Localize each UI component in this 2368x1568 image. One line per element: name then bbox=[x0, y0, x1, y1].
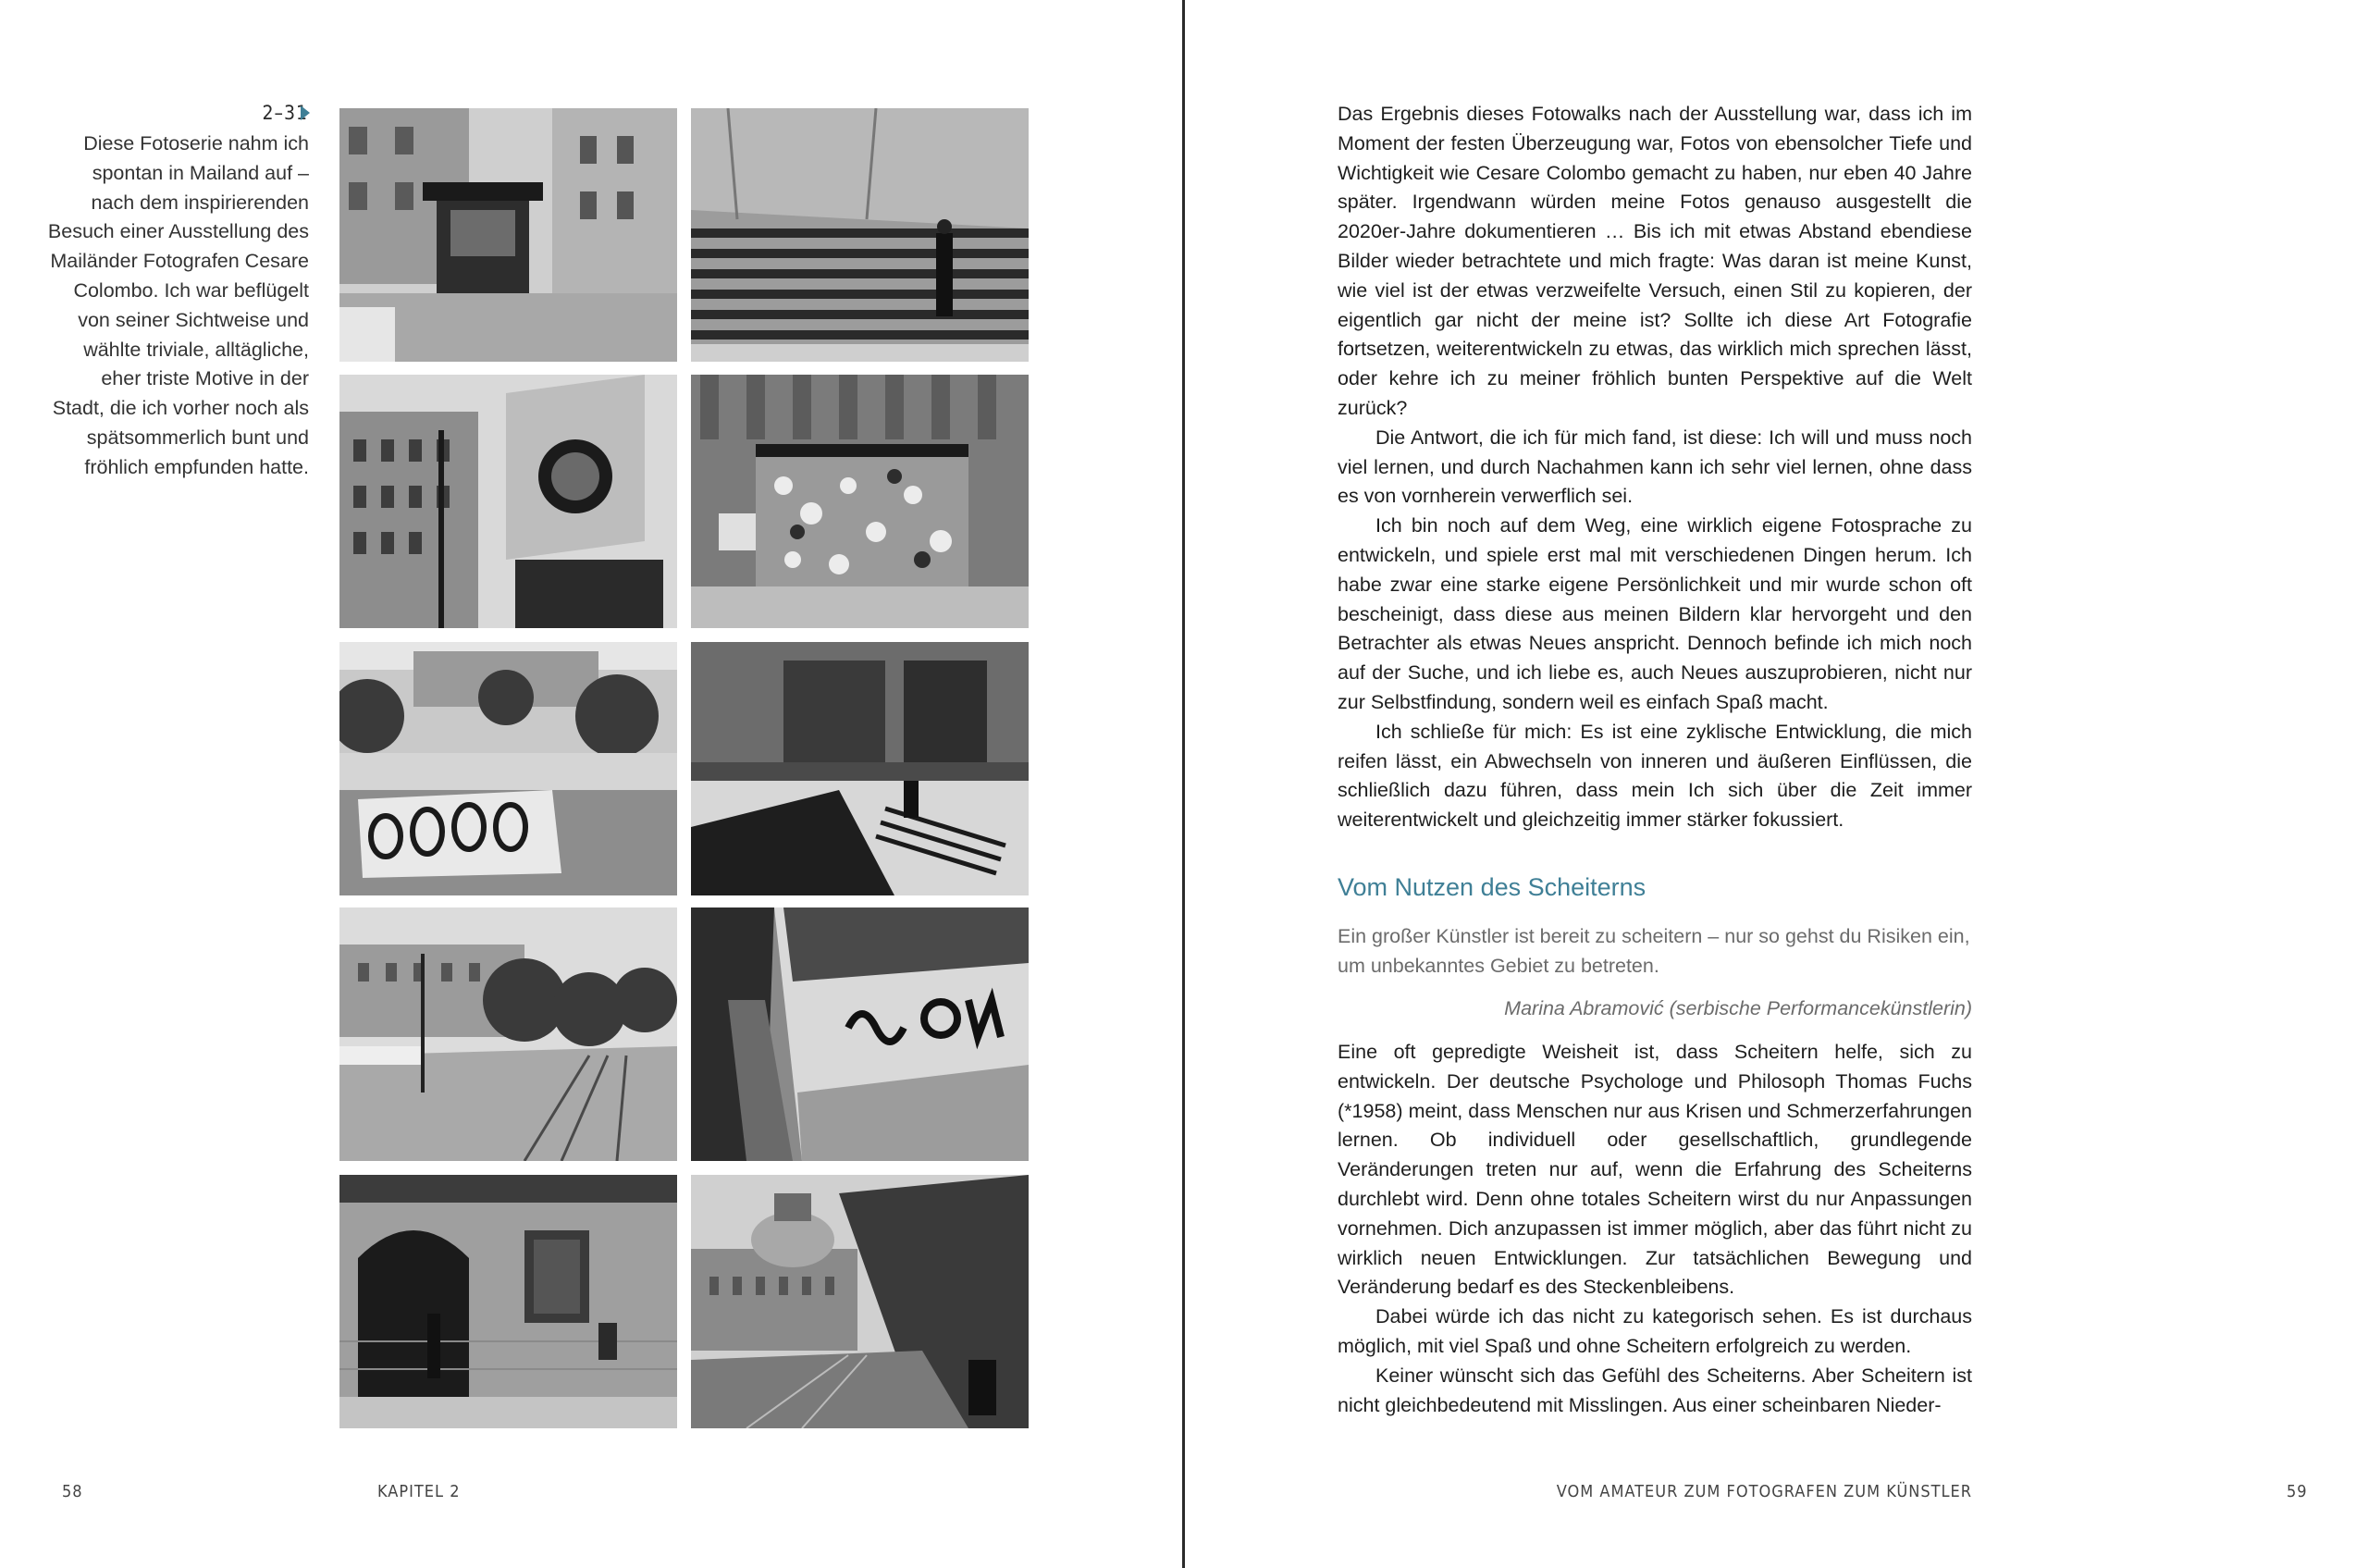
graffiti-wall-photo bbox=[691, 907, 1029, 1161]
paragraph: Eine oft gepredigte Weisheit ist, dass Scheitern helfe, sich zu entwickeln. Der deutsche Psychologe und Philosoph Thomas Fuchs (*1958) meint, dass Menschen nur aus Krisen und Schmerzerfahrungen lernen. Ob individuell oder gesellschaftlich, grundlegende Veränderungen treten nur auf, wenn die Erfahrung des Scheiterns durchlebt wird. Denn ohne totales Scheitern wirst du nur Anpassungen vornehmen. Dich anzupassen ist immer möglich, aber das führt nicht zu wirklich neuen Entwicklungen. Zur tatsächlichen Bewegung und Veränderung bedarf es des Steckenbleibens. bbox=[1338, 1041, 1972, 1299]
running-head-left: KAPITEL 2 bbox=[377, 1482, 461, 1501]
tram-stop-photo bbox=[691, 1175, 1029, 1428]
kiosk-photo bbox=[339, 108, 677, 362]
striped-fence-photo bbox=[691, 108, 1029, 362]
paragraph: Keiner wünscht sich das Gefühl des Scheiterns. Aber Scheitern ist nicht gleichbedeutend mit Misslingen. Aus einer scheinbaren Nieder- bbox=[1338, 1364, 1972, 1416]
street-barrier-photo bbox=[339, 642, 677, 895]
paragraph: Ich bin noch auf dem Weg, eine wirklich eigene Fotosprache zu entwickeln, und spiele erst mal mit verschiedenen Dingen herum. Ich habe zwar eine starke eigene Persönlichkeit und mir wurde schon oft bescheinigt, dass diese aus meinen Bildern klar hervorgeht und den Betrachter als etwas Neues anspricht. Dennoch befinde ich mich noch auf der Suche, und ich liebe es, auch Neues auszuprobieren, nicht nur zur Selbstfindung, sondern weil es einfach Spaß macht. bbox=[1338, 514, 1972, 713]
tram-street-photo bbox=[339, 907, 677, 1161]
section-heading: Vom Nutzen des Scheiterns bbox=[1338, 873, 1646, 901]
paragraph: Das Ergebnis dieses Fotowalks nach der Ausstellung war, dass ich im Moment der festen Überzeugung war, Fotos von ebensolcher Tiefe und Wichtigkeit wie Cesare Colombo gemacht zu haben, nur eben 40 Jahre später. Irgendwann würden meine Fotos genauso ausgestellt die 2020er-Jahre dokumentieren … Bis ich mit etwas Abstand ebendiese Bilder wieder betrachtete und mich fragte: Was daran ist meine Kunst, wie viel ist der etwas verzweifelte Versuch, einen Stil zu kopieren, der eigentlich gar nicht der meine ist? Sollte ich diese Art Fotografie fortsetzen, weiterentwickeln zu etwas, das wirklich mich sprechen lässt, oder kehre ich zu meiner fröhlich bunten Perspektive auf die Welt zurück? bbox=[1338, 103, 1972, 419]
paragraph: Ich schließe für mich: Es ist eine zyklische Entwicklung, die mich reifen lässt, ein Abwechseln von inneren und äußeren Einflüssen, die schließlich dazu führen, dass mein Ich sich über die Zeit immer weiterentwickelt und gleichzeitig immer stärker fokussiert. bbox=[1338, 720, 1972, 832]
body-text-part1 bbox=[1338, 100, 1972, 835]
running-head-right: VOM AMATEUR ZUM FOTOGRAFEN ZUM KÜNSTLER bbox=[1556, 1482, 1972, 1501]
body-text-part2 bbox=[1338, 1038, 1972, 1420]
photo-caption: Diese Fotoserie nahm ich spontan in Mailand auf – nach dem inspirierenden Besuch einer Ausstellung des Mailänder Fotografen Cesare Colombo. Ich war beflügelt von seiner Sichtweise und wählte triviale, alltägliche, eher triste Motive in der Stadt, die ich vorher noch als spätsommerlich bunt und fröhlich empfunden hatte. bbox=[47, 132, 309, 478]
newsstand-photo bbox=[691, 375, 1029, 628]
archway-photo bbox=[339, 1175, 677, 1428]
epigraph-source: Marina Abramović (serbische Performancekünstlerin) bbox=[1504, 997, 1972, 1019]
caption-number: 2–31 bbox=[262, 102, 308, 124]
watch-billboard-photo bbox=[339, 375, 677, 628]
page-number-right: 59 bbox=[2287, 1482, 2308, 1501]
page-number-left: 58 bbox=[62, 1482, 83, 1501]
book-gutter bbox=[1182, 0, 1185, 1568]
paragraph: Dabei würde ich das nicht zu kategorisch sehen. Es ist durchaus möglich, mit viel Spaß und ohne Scheitern erfolgreich zu werden. bbox=[1338, 1305, 1972, 1357]
caption-arrow-icon bbox=[301, 105, 310, 120]
paragraph: Die Antwort, die ich für mich fand, ist diese: Ich will und muss noch viel lernen, und durch Nachahmen kann ich sehr viel lernen, ohne dass es von vornherein verwerflich sei. bbox=[1338, 426, 1972, 508]
bench-photo bbox=[691, 642, 1029, 895]
epigraph-quote: Ein großer Künstler ist bereit zu scheitern – nur so gehst du Risiken ein, um unbekanntes Gebiet zu betreten. bbox=[1338, 925, 1970, 977]
